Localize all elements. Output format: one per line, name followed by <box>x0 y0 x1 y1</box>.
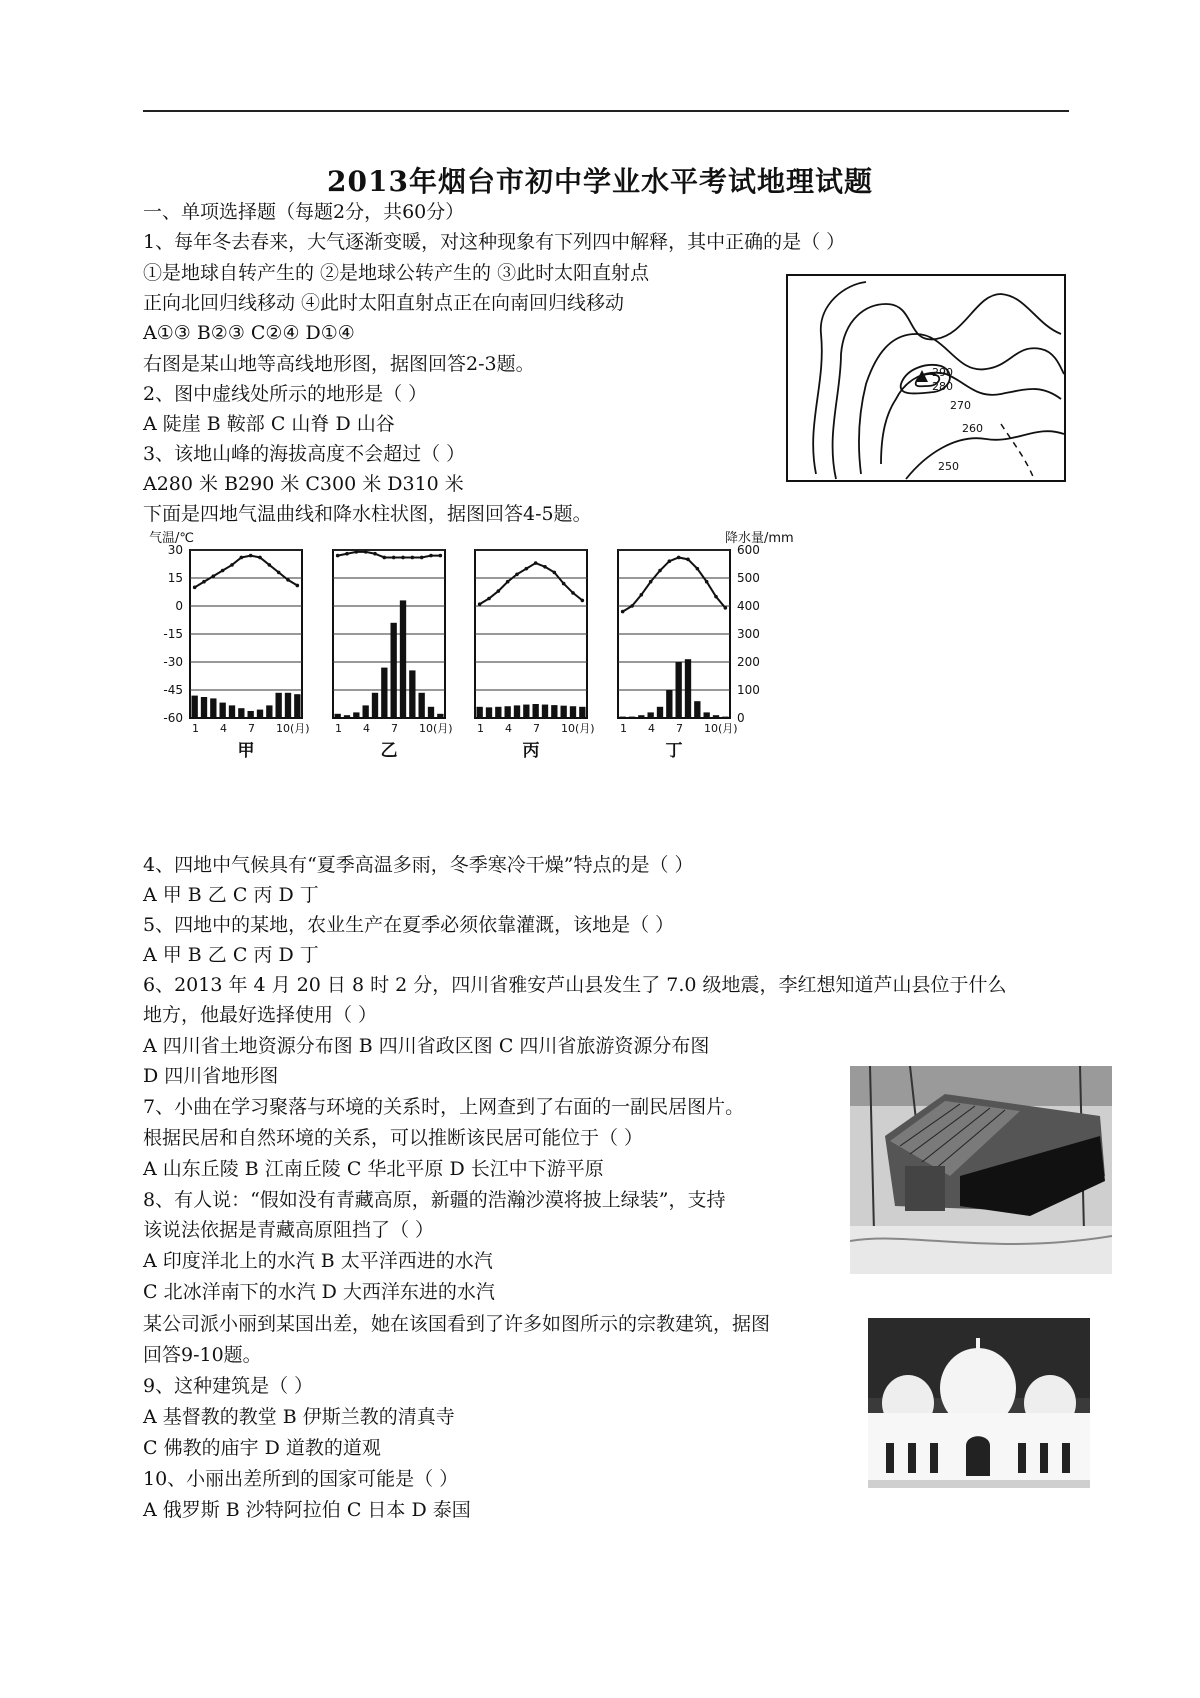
precip-bar <box>676 662 682 718</box>
temperature-point <box>621 610 625 614</box>
temperature-point <box>258 556 262 560</box>
q6-line: 地方，他最好选择使用（ ） <box>143 1004 378 1026</box>
precip-bar <box>722 717 728 718</box>
q7-stem: 7、小曲在学习聚落与环境的关系时，上网查到了右面的一副民居图片。 <box>143 1096 745 1118</box>
precip-bar <box>551 705 557 718</box>
temp-tick: 30 <box>167 543 183 557</box>
precip-bar <box>620 717 626 718</box>
q1-line: 正向北回归线移动 ④此时太阳直射点正在向南回归线移动 <box>143 292 625 314</box>
precip-bar <box>266 705 272 718</box>
precip-bar <box>666 690 672 718</box>
precip-bar <box>294 694 300 718</box>
month-tick: 10(月) <box>704 722 738 735</box>
month-tick: 7 <box>391 722 398 735</box>
q7-line: 根据民居和自然环境的关系，可以推断该民居可能位于（ ） <box>143 1127 644 1149</box>
q2-stem: 2、图中虚线处所示的地形是（ ） <box>143 383 428 405</box>
precip-bar <box>353 712 359 718</box>
temperature-point <box>724 606 728 610</box>
precip-bar <box>276 693 282 718</box>
map-intro: 右图是某山地等高线地形图，据图回答2-3题。 <box>143 353 535 375</box>
precip-bar <box>477 707 483 718</box>
temperature-point <box>373 552 377 556</box>
q9-intro: 回答9-10题。 <box>143 1344 262 1366</box>
temperature-point <box>364 550 368 554</box>
precip-axis-title: 降水量/mm <box>725 531 794 546</box>
precip-bar <box>381 668 387 718</box>
q3-options: A280 米 B290 米 C300 米 D310 米 <box>143 473 464 495</box>
month-tick: 7 <box>248 722 255 735</box>
temperature-point <box>696 567 700 571</box>
dwelling-photo <box>850 1066 1112 1274</box>
temp-tick: 0 <box>175 599 183 613</box>
temperature-point <box>383 556 387 560</box>
temperature-point <box>525 567 529 571</box>
temperature-point <box>240 556 244 560</box>
precip-bar <box>657 707 663 718</box>
paper-title: 2013年烟台市初中学业水平考试地理试题 <box>327 165 873 198</box>
precip-bar <box>344 715 350 718</box>
month-tick: 7 <box>676 722 683 735</box>
temperature-point <box>286 578 290 582</box>
temp-tick: -15 <box>163 627 183 641</box>
precip-bar <box>648 712 654 718</box>
precip-bar <box>238 708 244 718</box>
temperature-point <box>714 595 718 599</box>
q8-stem: 8、有人说：“假如没有青藏高原，新疆的浩瀚沙漠将披上绿装”，支持 <box>143 1189 726 1211</box>
q1-line: ①是地球自转产生的 ②是地球公转产生的 ③此时太阳直射点 <box>143 262 650 284</box>
mosque-photo <box>868 1318 1090 1488</box>
section-heading: 一、单项选择题（每题2分，共60分） <box>143 201 465 223</box>
precip-tick: 400 <box>737 599 760 613</box>
temperature-point <box>392 556 396 560</box>
temperature-point <box>411 556 415 560</box>
temperature-point <box>478 602 482 606</box>
precip-bar <box>523 705 529 718</box>
precip-bar <box>419 693 425 718</box>
q8-options: A 印度洋北上的水汽 B 太平洋西进的水汽 <box>143 1250 493 1272</box>
contour-label: 280 <box>932 380 953 393</box>
q4-options: A 甲 B 乙 C 丙 D 丁 <box>143 884 319 906</box>
month-tick: 4 <box>220 722 227 735</box>
precip-bar <box>713 715 719 718</box>
precip-bar <box>570 706 576 718</box>
q5-options: A 甲 B 乙 C 丙 D 丁 <box>143 944 319 966</box>
precip-bar <box>533 704 539 718</box>
q4-stem: 4、四地中气候具有“夏季高温多雨，冬季寒冷干燥”特点的是（ ） <box>143 854 694 876</box>
temperature-point <box>571 591 575 595</box>
q5-stem: 5、四地中的某地，农业生产在夏季必须依靠灌溉，该地是（ ） <box>143 914 675 936</box>
temperature-point <box>212 574 216 578</box>
precip-bar <box>363 705 369 718</box>
q9-stem: 9、这种建筑是（ ） <box>143 1375 314 1397</box>
month-tick: 1 <box>192 722 199 735</box>
temperature-point <box>202 580 206 584</box>
month-tick: 10(月) <box>419 722 453 735</box>
temp-axis-title: 气温/℃ <box>149 531 194 546</box>
precip-bar <box>579 707 585 718</box>
panel-name: 丁 <box>665 741 683 761</box>
temperature-point <box>230 563 234 567</box>
precip-bar <box>409 670 415 718</box>
q9-intro: 某公司派小丽到某国出差，她在该国看到了许多如图所示的宗教建筑，据图 <box>143 1313 771 1335</box>
temperature-point <box>705 580 709 584</box>
month-tick: 1 <box>477 722 484 735</box>
contour-map <box>786 274 1066 482</box>
temperature-point <box>658 569 662 573</box>
precip-tick: 100 <box>737 683 760 697</box>
temperature-point <box>581 599 585 603</box>
temperature-point <box>543 565 547 569</box>
temperature-point <box>439 554 443 558</box>
temperature-point <box>487 597 491 601</box>
precip-bar <box>335 714 341 718</box>
precip-bar <box>704 712 710 718</box>
temperature-point <box>668 559 672 563</box>
precip-tick: 300 <box>737 627 760 641</box>
temperature-point <box>562 582 566 586</box>
temperature-point <box>553 571 557 575</box>
panel-name: 丙 <box>522 741 540 761</box>
precip-bar <box>248 711 254 718</box>
q8-line: 该说法依据是青藏高原阻挡了（ ） <box>143 1219 435 1241</box>
precip-bar <box>220 703 226 718</box>
panel-name: 乙 <box>380 741 398 761</box>
temp-tick: -60 <box>163 711 183 725</box>
precip-bar <box>229 705 235 718</box>
chart-intro: 下面是四地气温曲线和降水柱状图，据图回答4-5题。 <box>143 503 592 525</box>
month-tick: 4 <box>505 722 512 735</box>
q9-options: C 佛教的庙宇 D 道教的道观 <box>143 1437 381 1459</box>
q1-stem: 1、每年冬去春来，大气逐渐变暖，对这种现象有下列四中解释，其中正确的是（ ） <box>143 231 846 253</box>
q9-options: A 基督教的教堂 B 伊斯兰教的清真寺 <box>143 1406 455 1428</box>
temperature-point <box>401 556 405 560</box>
temp-tick: -30 <box>163 655 183 669</box>
q6-options: A 四川省土地资源分布图 B 四川省政区图 C 四川省旅游资源分布图 <box>143 1035 710 1057</box>
temperature-point <box>221 569 225 573</box>
temperature-point <box>249 554 253 558</box>
precip-bar <box>629 717 635 718</box>
temperature-point <box>355 550 359 554</box>
q7-options: A 山东丘陵 B 江南丘陵 C 华北平原 D 长江中下游平原 <box>143 1158 604 1180</box>
top-rule <box>143 110 1069 112</box>
precip-bar <box>192 696 198 718</box>
temperature-point <box>268 563 272 567</box>
q3-stem: 3、该地山峰的海拔高度不会超过（ ） <box>143 443 466 465</box>
precip-bar <box>638 715 644 718</box>
precip-bar <box>201 697 207 718</box>
climate-charts <box>143 520 823 820</box>
q2-options: A 陡崖 B 鞍部 C 山脊 D 山谷 <box>143 413 395 435</box>
temperature-point <box>515 572 519 576</box>
month-tick: 4 <box>363 722 370 735</box>
temperature-point <box>296 584 300 588</box>
month-tick: 10(月) <box>276 722 310 735</box>
contour-label: 250 <box>938 460 959 473</box>
precip-tick: 500 <box>737 571 760 585</box>
temperature-point <box>686 558 690 562</box>
precip-tick: 200 <box>737 655 760 669</box>
temperature-point <box>640 593 644 597</box>
precip-tick: 600 <box>737 543 760 557</box>
temperature-point <box>630 604 634 608</box>
precip-bar <box>685 659 691 718</box>
temperature-point <box>677 556 681 560</box>
temp-tick: 15 <box>167 571 183 585</box>
precip-bar <box>400 600 406 718</box>
contour-label: 290 <box>932 366 953 379</box>
precip-bar <box>514 705 520 718</box>
temperature-point <box>534 561 538 565</box>
precip-bar <box>505 706 511 718</box>
temperature-point <box>497 589 501 593</box>
month-tick: 1 <box>335 722 342 735</box>
temperature-point <box>420 556 424 560</box>
contour-label: 270 <box>950 399 971 412</box>
temperature-point <box>506 580 510 584</box>
precip-bar <box>210 698 216 718</box>
q1-options: A①③ B②③ C②④ D①④ <box>143 322 355 344</box>
precip-bar <box>542 705 548 718</box>
precip-bar <box>495 707 501 718</box>
temperature-point <box>193 586 197 590</box>
temperature-point <box>429 554 433 558</box>
precip-bar <box>561 706 567 718</box>
precip-bar <box>372 693 378 718</box>
temperature-point <box>345 552 349 556</box>
month-tick: 10(月) <box>561 722 595 735</box>
month-tick: 1 <box>620 722 627 735</box>
q10-stem: 10、小丽出差所到的国家可能是（ ） <box>143 1468 459 1490</box>
q6-stem: 6、2013 年 4 月 20 日 8 时 2 分，四川省雅安芦山县发生了 7.0 级地震，李红想知道芦山县位于什么 <box>143 974 1007 996</box>
temperature-point <box>649 580 653 584</box>
precip-bar <box>694 701 700 718</box>
month-tick: 7 <box>533 722 540 735</box>
precip-bar <box>428 707 434 718</box>
precip-bar <box>486 707 492 718</box>
temperature-point <box>336 554 340 558</box>
precip-tick: 0 <box>737 711 745 725</box>
contour-label: 260 <box>962 422 983 435</box>
precip-bar <box>391 623 397 718</box>
precip-bar <box>285 693 291 718</box>
panel-name: 甲 <box>237 741 255 761</box>
q10-options: A 俄罗斯 B 沙特阿拉伯 C 日本 D 泰国 <box>143 1499 471 1521</box>
q8-options: C 北冰洋南下的水汽 D 大西洋东进的水汽 <box>143 1281 495 1303</box>
q6-options: D 四川省地形图 <box>143 1065 279 1087</box>
precip-bar <box>257 710 263 718</box>
month-tick: 4 <box>648 722 655 735</box>
temp-tick: -45 <box>163 683 183 697</box>
precip-bar <box>437 714 443 718</box>
temperature-point <box>277 571 281 575</box>
